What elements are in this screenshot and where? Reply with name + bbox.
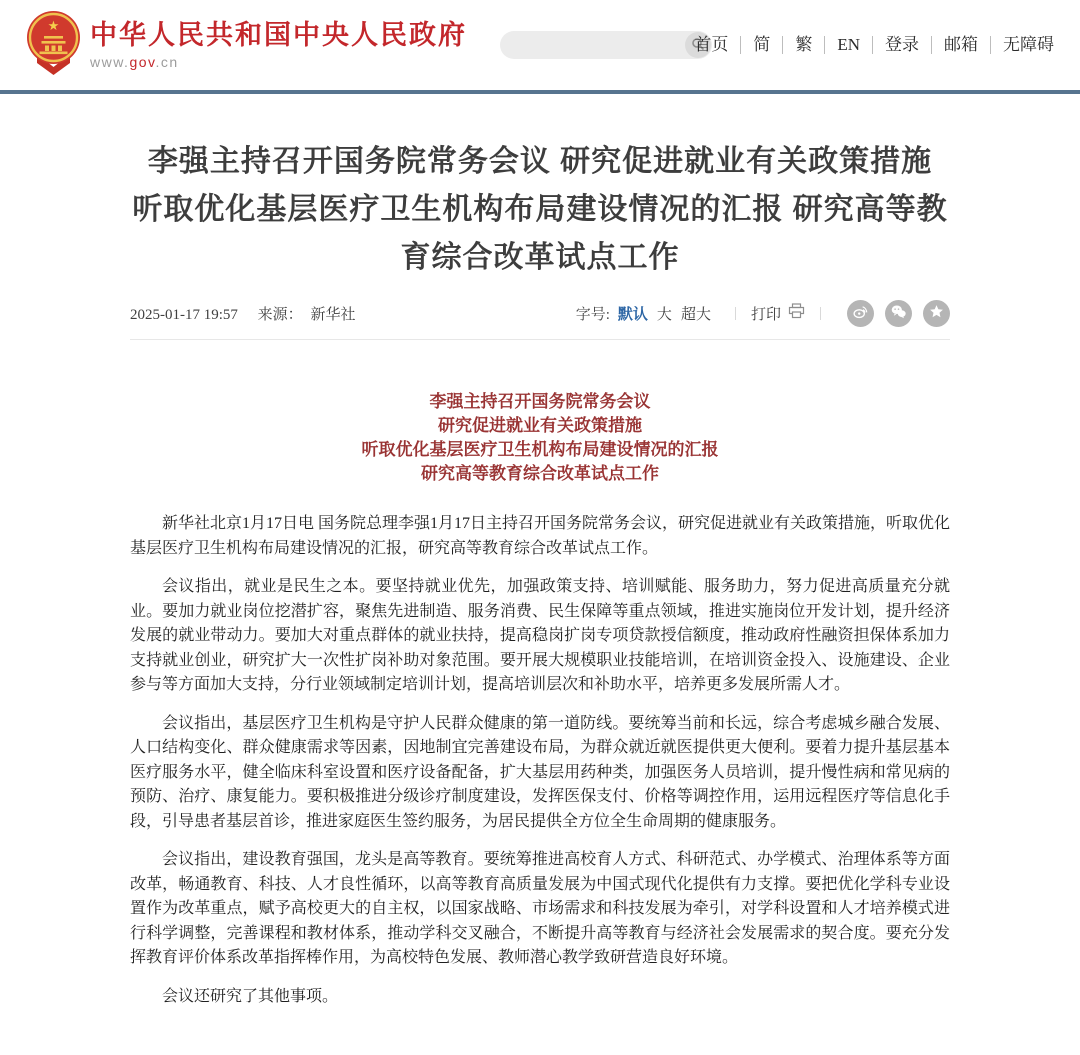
source-label: 来源： (257, 307, 303, 323)
printer-icon (788, 303, 805, 324)
publish-datetime: 2025-01-17 19:57 (130, 307, 238, 323)
nav-login[interactable]: 登录 (872, 36, 931, 54)
article-subtitle (130, 390, 950, 486)
nav-mailbox[interactable]: 邮箱 (931, 36, 990, 54)
fontsize-xlarge[interactable]: 超大 (680, 307, 711, 323)
print-button[interactable] (751, 303, 805, 324)
top-nav (682, 36, 1054, 54)
nav-english[interactable]: EN (824, 36, 872, 54)
site-title: 中华人民共和国中央人民政府 (90, 20, 467, 50)
article-meta (130, 300, 950, 340)
search-box[interactable] (500, 31, 712, 59)
site-url: www.gov.cn (90, 54, 179, 70)
article-body (130, 512, 950, 1055)
article-title: 李强主持召开国务院常务会议 研究促进就业有关政策措施 听取优化基层医疗卫生机构布局建设情况的汇报 研究高等教育综合改革试点工作 (132, 145, 948, 274)
paragraph: 会议指出，就业是民生之本。要坚持就业优先，加强政策支持、培训赋能、服务助力，努力促进高质量充分就业。要加力就业岗位挖潜扩容，聚焦先进制造、服务消费、民生保障等重点领域，推进实施岗位开发计划，提升经济发展的就业带动力。要加大对重点群体的就业扶持，提高稳岗扩岗专项贷款授信额度，推动政府性融资担保体系加力支持就业创业，研究扩大一次性扩岗补助对象范围。要开展大规模职业技能培训，在培训资金投入、设施建设、企业参与等方面加大支持，分行业领域制定培训计划，提高培训层次和补助水平，培养更多发展所需人才。 (130, 578, 950, 693)
nav-home[interactable]: 首页 (694, 35, 729, 54)
site-header (0, 0, 1080, 90)
nav-simplified[interactable]: 简 (740, 36, 782, 54)
national-emblem-logo (26, 10, 81, 81)
subtitle-line: 李强主持召开国务院常务会议 (429, 392, 651, 411)
nav-traditional[interactable]: 繁 (782, 36, 824, 54)
source-link[interactable]: 新华社 (310, 307, 356, 323)
fontsize-default[interactable]: 默认 (617, 307, 648, 323)
meta-left (130, 303, 355, 324)
paragraph: 会议指出，建设教育强国，龙头是高等教育。要统筹推进高校育人方式、科研范式、办学模式、治理体系等方面改革，畅通教育、科技、人才良性循环，以高等教育高质量发展为中国式现代化提供有力支撑。要把优化学科专业设置作为改革重点，赋予高校更大的自主权，以国家战略、市场需求和科技发展为牵引，对学科设置和人才培养模式进行科学调整，完善课程和教材体系，推动学科交叉融合，不断提升高等教育与经济社会发展需求的契合度。要充分发挥教育评价体系改革指挥棒作用，为高校特色发展、教师潜心教学致研营造良好环境。 (130, 851, 950, 966)
favorite-button[interactable] (923, 300, 950, 327)
header-divider (0, 90, 1080, 94)
print-label: 打印 (750, 307, 781, 323)
share-wechat-button[interactable] (885, 300, 912, 327)
svg-text:★: ★ (47, 17, 60, 33)
meta-right (576, 300, 950, 327)
article (130, 138, 950, 1055)
fontsize-label: 字号: (575, 307, 610, 323)
subtitle-line: 研究高等教育综合改革试点工作 (421, 464, 659, 483)
meta-separator (819, 305, 822, 322)
share-weibo-button[interactable] (847, 300, 874, 327)
search-input[interactable] (500, 31, 685, 59)
subtitle-line: 研究促进就业有关政策措施 (438, 416, 642, 435)
weibo-icon (852, 303, 869, 325)
site-logo-group[interactable] (26, 10, 467, 81)
nav-accessibility[interactable]: 无障碍 (990, 36, 1054, 54)
paragraph: 新华社北京1月17日电 国务院总理李强1月17日主持召开国务院常务会议，研究促进就业有关政策措施，听取优化基层医疗卫生机构布局建设情况的汇报，研究高等教育综合改革试点工作。 (130, 515, 951, 557)
star-icon (929, 304, 944, 324)
fontsize-large[interactable]: 大 (656, 307, 672, 323)
wechat-icon (890, 303, 907, 325)
subtitle-line: 听取优化基层医疗卫生机构布局建设情况的汇报 (361, 440, 719, 459)
paragraph: 会议还研究了其他事项。 (162, 987, 339, 1005)
paragraph: 会议指出，基层医疗卫生机构是守护人民群众健康的第一道防线。要统筹当前和长远，综合考虑城乡融合发展、人口结构变化、群众健康需求等因素，因地制宜完善建设布局，为群众就近就医提供更大便利。要着力提升基层基本医疗服务水平，健全临床科室设置和医疗设备配备，扩大基层用药种类，加强医务人员培训，提升慢性病和常见病的预防、治疗、康复能力。要积极推进分级诊疗制度建设，发挥医保支付、价格等调控作用，运用远程医疗等信息化手段，引导患者基层首诊，推进家庭医生签约服务，为居民提供全方位全生命周期的健康服务。 (130, 714, 950, 830)
meta-separator (734, 305, 737, 322)
